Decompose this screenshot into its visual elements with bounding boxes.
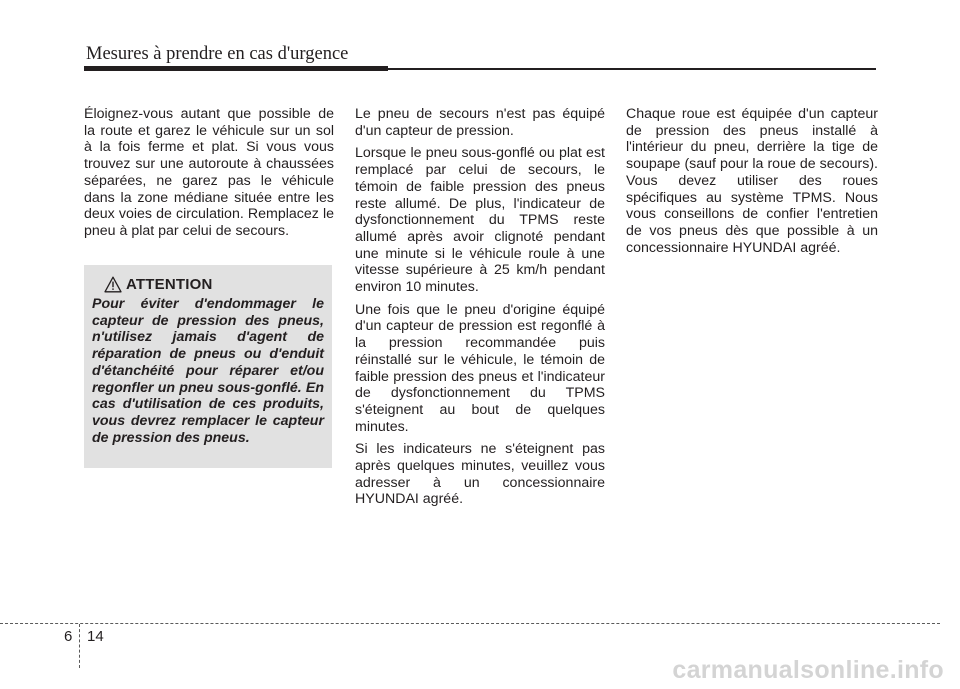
- text-column-3: [626, 106, 878, 262]
- paragraph: Si les indicateurs ne s'éteignent pas après quelques minutes, veuillez vous adresser à un concessionnaire HYUNDAI agréé.: [355, 441, 605, 508]
- page-title: Mesures à prendre en cas d'urgence: [86, 44, 349, 64]
- attention-header: [92, 274, 324, 294]
- text-column-1: [84, 106, 334, 246]
- attention-box: [84, 265, 332, 468]
- chapter-number: 6: [64, 628, 73, 645]
- text-column-2: [355, 106, 605, 514]
- attention-title: ATTENTION: [126, 275, 213, 293]
- footer-dashed-rule: [0, 623, 940, 624]
- warning-triangle-icon: [104, 276, 122, 293]
- footer-dashed-divider: [79, 624, 80, 668]
- paragraph: Une fois que le pneu d'origine équipé d'un capteur de pression est regonflé à la pression recommandée puis réinstallé sur le véhicule, le témoin de faible pression des pneus et l'indicateur de dysfonctionnement du TPMS s'éteignent au bout de quelques minutes.: [355, 301, 605, 435]
- header-rule-thin: [388, 68, 876, 70]
- paragraph: Le pneu de secours n'est pas équipé d'un capteur de pression.: [355, 106, 605, 139]
- paragraph: Chaque roue est équipée d'un capteur de pression des pneus installé à l'intérieur du pneu, derrière la tige de soupape (sauf pour la roue de secours). Vous devez utiliser des roues spécifiques au système TPMS. Nous vous conseillons de confier l'entretien de vos pneus dès que possible à un concessionnaire HYUNDAI agréé.: [626, 106, 878, 256]
- header-rule-thick: [84, 66, 388, 71]
- page-number: 14: [87, 628, 104, 645]
- attention-text: Pour éviter d'endommager le capteur de pression des pneus, n'utilisez jamais d'agent de réparation de pneus ou d'enduit d'étanchéité pour réparer et/ou regonfler un pneu sous-gonflé. En cas d'utilisation de ces produits, vous devrez remplacer le capteur de pression des pneus.: [92, 296, 324, 446]
- paragraph: Éloignez-vous autant que possible de la route et garez le véhicule sur un sol à la fois ferme et plat. Si vous vous trouvez sur une autoroute à chaussées séparées, ne garez pas le véhicule dans la zone médiane située entre les deux voies de circulation. Remplacez le pneu à plat par celui de secours.: [84, 106, 334, 239]
- paragraph: Lorsque le pneu sous-gonflé ou plat est remplacé par celui de secours, le témoin de faible pression des pneus reste allumé. De plus, l'indicateur de dysfonctionnement du TPMS reste allumé après avoir clignoté pendant une minute si le véhicule roule à une vitesse supérieure à 25 km/h pendant environ 10 minutes.: [355, 145, 605, 296]
- watermark: carmanualsonline.info: [672, 656, 944, 684]
